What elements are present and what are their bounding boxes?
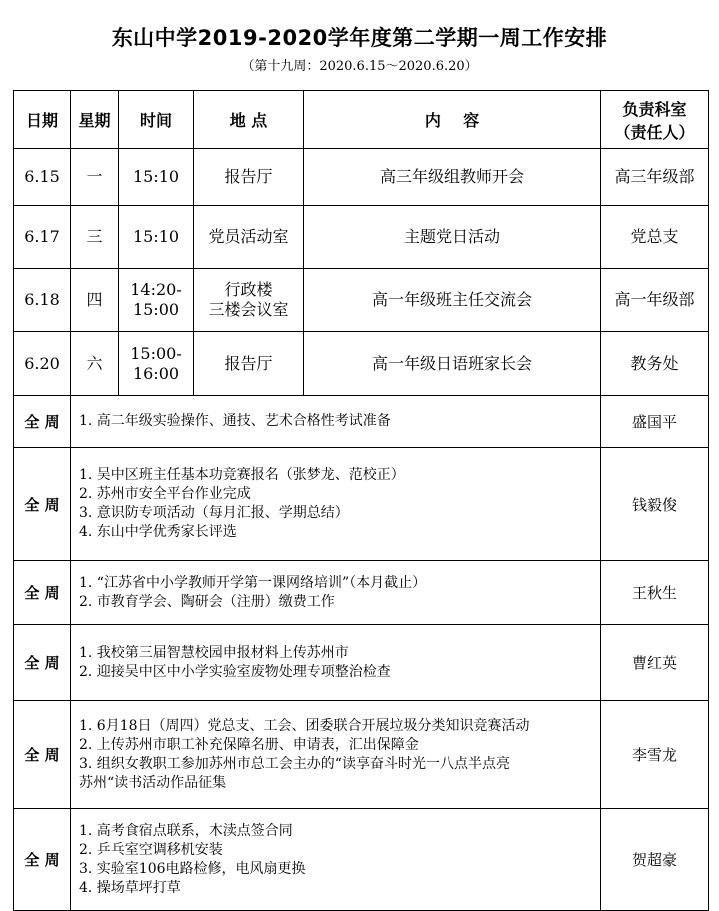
daily-row xyxy=(14,269,709,332)
weekly-item: 1. 高二年级实验操作、通技、艺术合格性考试准备 xyxy=(79,413,391,429)
place-line: 行政楼 xyxy=(224,280,273,299)
weekly-items xyxy=(71,625,601,701)
content-cell: 主题党日活动 xyxy=(304,206,601,269)
weekly-item: 苏州“读书活动作品征集 xyxy=(79,774,227,791)
weekly-item: 1. 6月18日（周四）党总支、工会、团委联合开展垃圾分类知识竞赛活动 xyxy=(79,717,530,734)
weekly-item: 1. “江苏省中小学教师开学第一课网络培训”（本月截止） xyxy=(79,574,427,591)
time-cell xyxy=(119,149,194,206)
place-cell xyxy=(194,332,304,396)
content-cell: 高一年级班主任交流会 xyxy=(304,269,601,332)
content-cell: 高一年级日语班家长会 xyxy=(304,332,601,396)
weekly-label: 全 周 xyxy=(14,396,71,448)
weekly-person: 王秋生 xyxy=(601,561,709,625)
place-line: 三楼会议室 xyxy=(208,300,289,319)
weekly-item: 1. 高考食宿点联系，木渎点签合同 xyxy=(79,822,293,839)
time-line: 16:00 xyxy=(132,363,180,383)
date-cell: 6.18 xyxy=(14,269,71,332)
daily-row xyxy=(14,149,709,206)
weekly-label: 全 周 xyxy=(14,809,71,911)
schedule-body xyxy=(14,91,709,911)
dept-cell: 高三年级部 xyxy=(601,149,709,206)
header-dept xyxy=(601,91,709,149)
weekly-person: 贺超豪 xyxy=(601,809,709,911)
weekly-items xyxy=(71,809,601,911)
weekly-person: 曹红英 xyxy=(601,625,709,701)
header-date: 日期 xyxy=(14,91,71,149)
header-content: 内 容 xyxy=(304,91,601,149)
content-cell: 高三年级组教师开会 xyxy=(304,149,601,206)
header-dept-line2: （责任人） xyxy=(614,122,695,142)
weekly-item: 1. 吴中区班主任基本功竞赛报名（张梦龙、范校正） xyxy=(79,467,405,483)
daily-row xyxy=(14,332,709,396)
place-cell xyxy=(194,206,304,269)
dept-cell: 教务处 xyxy=(601,332,709,396)
weekly-item: 3. 意识防专项活动（每月汇报、学期总结） xyxy=(79,505,349,521)
schedule-table xyxy=(13,90,709,911)
weekly-item: 2. 市教育学会、陶研会（注册）缴费工作 xyxy=(79,593,335,610)
weekly-person: 李雪龙 xyxy=(601,701,709,809)
weekly-item: 2. 迎接吴中区中小学实验室废物处理专项整治检查 xyxy=(79,663,391,680)
weekly-items xyxy=(71,396,601,448)
place-cell xyxy=(194,149,304,206)
weekly-row xyxy=(14,448,709,561)
date-cell: 6.17 xyxy=(14,206,71,269)
weekly-items xyxy=(71,561,601,625)
weekday-cell: 一 xyxy=(71,149,119,206)
header-row xyxy=(14,91,709,149)
weekly-item: 2. 上传苏州市职工补充保障名册、申请表，汇出保障金 xyxy=(79,736,419,753)
weekly-item: 1. 我校第三届智慧校园申报材料上传苏州市 xyxy=(79,644,349,661)
weekly-item: 4. 东山中学优秀家长评选 xyxy=(79,524,237,540)
time-cell xyxy=(119,269,194,332)
place-cell xyxy=(194,269,304,332)
weekly-label: 全 周 xyxy=(14,448,71,561)
weekly-label: 全 周 xyxy=(14,561,71,625)
time-line: 15:10 xyxy=(132,227,180,246)
header-weekday: 星期 xyxy=(71,91,119,149)
time-line: 15:10 xyxy=(132,167,180,186)
header-dept-line1: 负责科室 xyxy=(622,99,687,119)
weekly-items xyxy=(71,701,601,809)
weekly-item: 2. 苏州市安全平台作业完成 xyxy=(79,486,251,502)
time-line: 14:20- xyxy=(130,280,182,299)
weekly-items xyxy=(71,448,601,561)
weekday-cell: 三 xyxy=(71,206,119,269)
dept-cell: 党总支 xyxy=(601,206,709,269)
weekly-label: 全 周 xyxy=(14,701,71,809)
weekly-row xyxy=(14,625,709,701)
weekly-row xyxy=(14,396,709,448)
place-line: 党员活动室 xyxy=(208,227,289,246)
time-cell xyxy=(119,332,194,396)
weekly-row xyxy=(14,809,709,911)
time-line: 15:00 xyxy=(132,300,180,319)
weekly-row xyxy=(14,561,709,625)
weekly-item: 3. 组织女教职工参加苏州市总工会主办的“读享奋斗时光一八点半点亮 xyxy=(79,755,510,772)
weekly-item: 4. 操场草坪打草 xyxy=(79,879,181,896)
weekday-cell: 六 xyxy=(71,332,119,396)
daily-row xyxy=(14,206,709,269)
weekly-person: 盛国平 xyxy=(601,396,709,448)
date-cell: 6.20 xyxy=(14,332,71,396)
weekly-item: 2. 乒乓室空调移机安装 xyxy=(79,841,223,858)
page-subtitle: （第十九周：2020.6.15～2020.6.20） xyxy=(241,59,478,74)
weekly-item: 3. 实验室106电路检修，电风扇更换 xyxy=(79,860,306,877)
page-title: 东山中学2019-2020学年度第二学期一周工作安排 xyxy=(111,26,608,50)
place-line: 报告厅 xyxy=(224,353,273,373)
time-line: 15:00- xyxy=(130,343,182,363)
place-line: 报告厅 xyxy=(224,167,273,186)
date-cell: 6.15 xyxy=(14,149,71,206)
header-place: 地 点 xyxy=(194,91,304,149)
weekly-person: 钱毅俊 xyxy=(601,448,709,561)
dept-cell: 高一年级部 xyxy=(601,269,709,332)
weekday-cell: 四 xyxy=(71,269,119,332)
weekly-label: 全 周 xyxy=(14,625,71,701)
header-time: 时间 xyxy=(119,91,194,149)
time-cell xyxy=(119,206,194,269)
weekly-row xyxy=(14,701,709,809)
